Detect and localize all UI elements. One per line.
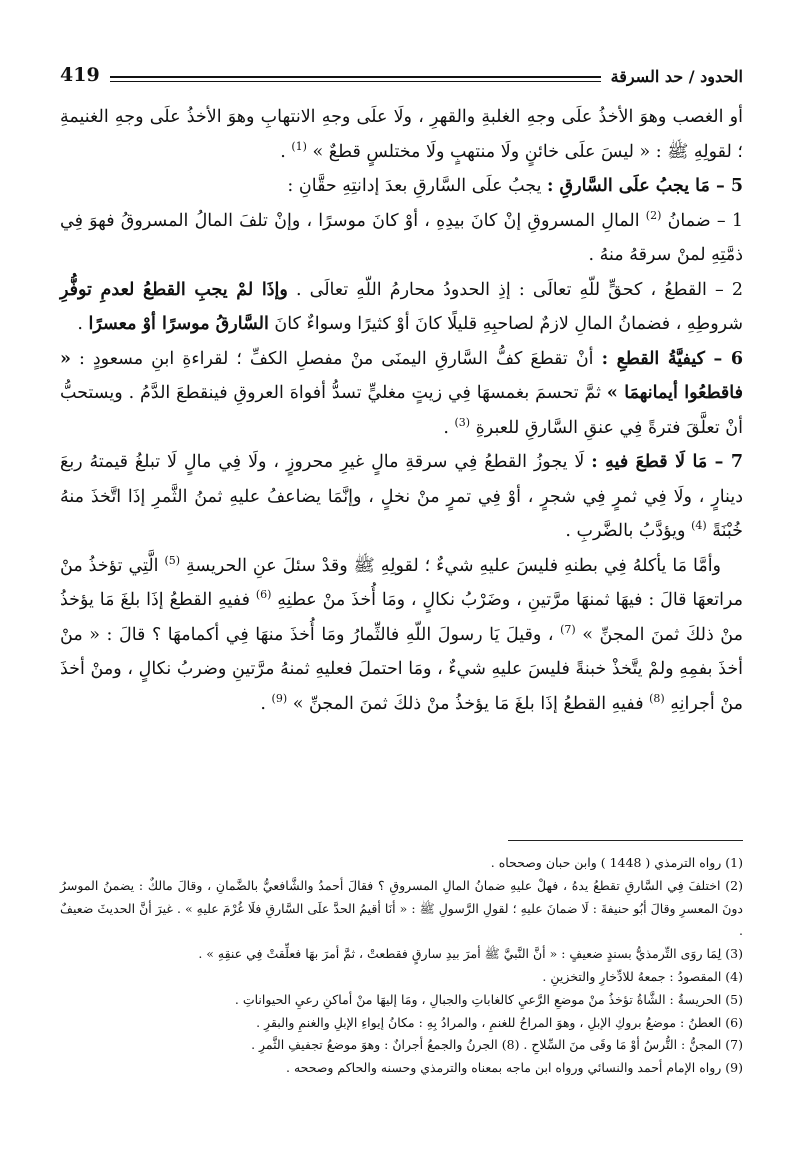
p7-text-a: وأمَّا مَا يأكلهُ فِي بطنهِ فليسَ عليهِ شيءٌ ؛ لقولِهِ ﷺ وقدْ سئلَ عنِ الحريسةِ (180, 555, 722, 576)
paragraph-7 (60, 549, 743, 722)
p5-text-b: ثمَّ تحسمَ بغمسهَا فِي زيتٍ مغليٍّ تسدُّ أفواهَ العروقِ فينقطعَ الدَّمُ . ويستحبُّ أنْ تعلَّقَ فترةً فِي عنقِ السَّارقِ للعبرةِ (60, 383, 743, 438)
footnotes (60, 852, 743, 1080)
footnote-2: (2) اختلفَ فِي السَّارقِ تقطعُ يدهُ ، فهلْ عليهِ ضمانُ المالِ المسروقِ ؟ فقالَ أحمدُ والشَّافعيُّ بالضَّمانِ ، وقالَ مالكٌ : يضمنُ الموسرُ دونَ المعسرِ وقالَ أبُو حنيفةَ : لَا ضمانَ عليهِ ؛ لقولِ الرَّسولِ ﷺ : « أنَا أقيمُ الحدَّ علَى السَّارقِ فلَا غُرْمَ عليهِ » . غيرَ أنَّ الحديثَ ضعيفٌ . (60, 877, 743, 939)
p7-end: . (260, 693, 272, 714)
p7-text-c: ففيهِ القطعُ إذَا بلغَ مَا يؤخذُ منْ ذلكَ ثمنَ المجنِّ » (60, 590, 743, 645)
section-6-heading: 6 – كيفيَّةُ القطعِ : (601, 348, 743, 369)
footnote-3: (3) لِمَا روَى التِّرمذيُّ بسندٍ ضعيفٍ : « أنَّ النَّبيَّ ﷺ أمرَ بيدِ سارقٍ فقطعتْ ، ثمَّ أمرَ بهَا فعلِّقتْ فِي عنقِهِ » . (198, 946, 743, 962)
footnote-4: (4) المقصودُ : جمعهُ للادِّخارِ والتخزينِ . (542, 968, 743, 984)
p7-text-b: الَّتِي تؤخذُ منْ مراتعهَا قالَ : فيهَا ثمنهَا مرَّتينِ ، وضَرْبُ نكالٍ ، ومَا أُخذَ منْ عطنِهِ (60, 555, 743, 610)
p4-bold-a: وإذَا لمْ يجبِ القطعُ لعدمِ توفُّرِ (60, 279, 288, 300)
footnote-ref-9: (9) (271, 691, 288, 705)
p4-text-b: شروطِهِ ، فضمانُ المالِ لازمٌ لصاحبِهِ قليلًا كانَ أوْ كثيرًا وسواءٌ كانَ (268, 314, 743, 334)
p4-bold-b: السَّارقُ موسرًا أوْ معسرًا (88, 314, 269, 334)
p4-text-a: 2 – القطعُ ، كحقٍّ للّهِ تعالَى : إذِ الحدودُ محارمُ اللّهِ تعالَى . (287, 279, 743, 300)
running-title: الحدود / حد السرقة (610, 67, 743, 86)
paragraph-4 (60, 273, 743, 342)
p5-end: . (443, 417, 455, 438)
paragraph-1 (60, 100, 743, 169)
section-5-heading: 5 – مَا يجبُ علَى السَّارقِ : (547, 176, 743, 196)
p5-bold: « فاقطعُوا أيمانهمَا » (60, 348, 743, 403)
section-7-heading: 7 – مَا لَا قطعَ فيهِ : (591, 452, 743, 472)
footnote-separator (508, 840, 743, 841)
footnote-9: (9) رواه الإمام أحمد والنسائي ورواه ابن ماجه بمعناه والترمذي وحسنه والحاكم وصححه . (286, 1060, 743, 1076)
footnote-1: (1) رواه الترمذي ( 1448 ) وابن حبان وصححاه . (490, 855, 743, 870)
footnote-ref-6: (6) (255, 588, 272, 602)
footnote-ref-5: (5) (164, 553, 181, 567)
paragraph-3 (60, 204, 743, 273)
paragraph-6 (60, 445, 743, 549)
footnote-ref-7: (7) (560, 622, 576, 636)
p1-end: . (280, 141, 292, 162)
p3-text-b: المالِ المسروقِ إنْ كانَ بيدِهِ ، أوْ كانَ موسرًا ، وإنْ تلفَ المالُ المسروقُ فهوَ فِي ذمَّتِهِ لمنْ سرقهُ منهُ . (60, 210, 743, 265)
footnote-ref-4: (4) (691, 519, 707, 533)
main-text (60, 100, 743, 721)
footnote-5: (5) الحريسةُ : الشَّاةُ تؤخذُ منْ موضعِ الرَّعيِ كالغاباتِ والجبالِ ، ومَا إليهَا منْ أماكنِ رعيِ الحيواناتِ . (234, 991, 743, 1007)
p2-text: يجبُ علَى السَّارقِ بعدَ إدانتِهِ حقَّانِ : (287, 176, 547, 196)
p7-text-d: ، وقيلَ يَا رسولَ اللّهِ فالثِّمارُ ومَا أُخذَ منهَا فِي أكمامهَا ؟ قالَ : « منْ أخذَ بفمِهِ ولمْ يتَّخذْ خبنةً فليسَ عليهِ شيءٌ ، ومَا احتملَ فعليهِ ثمنهُ مرَّتينِ وضربُ نكالٍ ، ومنْ أخذَ منْ أجرانِهِ (60, 624, 743, 714)
footnote-ref-1: (1) (291, 139, 307, 153)
footnote-6: (6) العطنُ : موضعُ بروكِ الإبلِ ، وهوَ المراحُ للغنمِ ، والمرادُ بِهِ : مكانُ إيواءِ الإبلِ والغنمِ والبقرِ . (256, 1014, 743, 1030)
paragraph-5 (60, 342, 743, 446)
p5-text-a: أنْ تقطعَ كفُّ السَّارقِ اليمنَى منْ مفصلِ الكفِّ ؛ لقراءةِ ابنِ مسعودٍ : (70, 348, 602, 369)
paragraph-2 (60, 169, 743, 204)
footnote-ref-8: (8) (649, 691, 665, 705)
header-rule (110, 76, 601, 82)
page-header (60, 60, 743, 88)
p6-text-a: لَا يجوزُ القطعُ فِي سرقةِ مالٍ غيرِ محروزٍ ، ولَا فِي مالٍ لَا تبلغُ قيمتهُ ربعَ دينارٍ ، ولَا فِي ثمرٍ فِي شجرٍ ، أوْ فِي تمرٍ منْ نخلٍ ، وإنَّمَا يضاعفُ عليهِ ثمنُ الثَّمرِ إذَا اتَّخذَ منهُ خُبْنَةً (60, 452, 743, 541)
footnote-ref-3: (3) (454, 415, 471, 429)
p6-text-b: ويؤدَّبُ بالضَّربِ . (565, 521, 692, 541)
p3-text-a: 1 – ضمانُ (661, 210, 743, 231)
p4-text-c: . (77, 314, 89, 334)
p7-text-e: ففيهِ القطعُ إذَا بلغَ مَا يؤخذُ منْ ذلكَ ثمنَ المجنِّ » (287, 693, 650, 714)
footnote-ref-2: (2) (645, 208, 662, 222)
page-number: 419 (60, 64, 100, 86)
footnote-7-8: (7) المجنُّ : التُّرسُ أوْ مَا وقَى منَ السِّلاحِ . (8) الجرنُ والجمعُ أجرانٌ : وهوَ موضعُ تجفيفِ الثَّمرِ . (251, 1037, 743, 1053)
p1-text: أو الغصب وهوَ الأخذُ علَى وجهِ الغلبةِ والقهرِ ، ولَا علَى وجهِ الانتهابِ وهوَ الأخذُ علَى وجهِ الغنيمةِ ؛ لقولِهِ ﷺ : « ليسَ علَى خائنٍ ولَا منتهبٍ ولَا مختلسٍ قطعٌ » (60, 107, 743, 162)
